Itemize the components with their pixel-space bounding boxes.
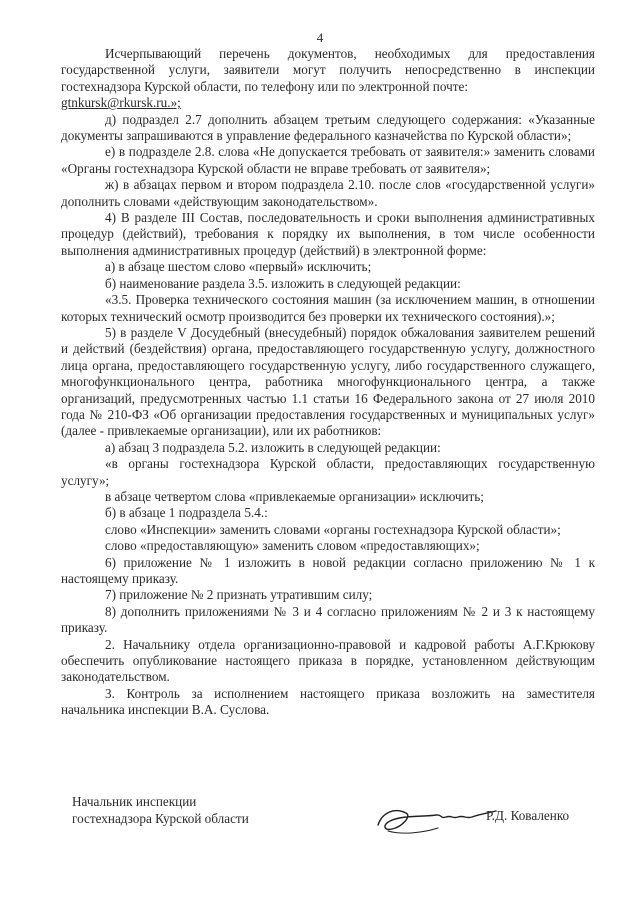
paragraph-4th-abzac: в абзаце четвертом слова «привлекаемые организации» исключить;: [105, 488, 484, 504]
paragraph-documents-list: Исчерпывающий перечень документов, необходимых для предоставления государственной услуги, заявители могут получить непосредственно в инспекции гостехнадзора Курской области, по телефону или по электронной почте:: [61, 46, 595, 94]
paragraph-appendix-3-4: 8) дополнить приложениями № 3 и 4 согласно приложениям № 2 и 3 к настоящему приказу.: [61, 603, 595, 636]
paragraph-item-b: б) наименование раздела 3.5. изложить в следующей редакции:: [105, 275, 461, 291]
paragraph-5-2-text: «в органы гостехнадзора Курской области, предоставляющих государственную услугу»;: [61, 456, 595, 488]
paragraph-item-zh: ж) в абзацах первом и втором подраздела 2.10. после слов «государственной услуги» дополнить словами «действующим законодательством».: [61, 177, 595, 209]
paragraph-replace-providing: слово «предоставляющую» заменить словом «предоставляющих»;: [105, 538, 480, 554]
signer-position-line-2: гостехнадзора Курской области: [72, 811, 249, 826]
paragraph-item-e: е) в подразделе 2.8. слова «Не допускается требовать от заявителя:» заменить словами «Органы гостехнадзора Курской области не вправе требовать от заявителя»;: [61, 144, 595, 176]
email-link[interactable]: gtnkursk@rkursk.ru.»;: [61, 95, 181, 111]
paragraph-order-3: 3. Контроль за исполнением настоящего приказа возложить на заместителя начальника инспекции В.А. Суслова.: [61, 685, 595, 718]
signer-name: Р.Д. Коваленко: [486, 808, 570, 823]
paragraph-order-2: 2. Начальнику отдела организационно-правовой и кадровой работы А.Г.Крюкову обеспечить опубликование настоящего приказа в порядке, установленном действующим законодательством.: [61, 636, 595, 685]
page-number: 4: [316, 30, 324, 45]
signer-position: [72, 793, 332, 827]
paragraph-appendix-2: 7) приложение № 2 признать утратившим силу;: [105, 587, 373, 603]
signature-block: [72, 793, 612, 853]
paragraph-item-d: д) подраздел 2.7 дополнить абзацем третьим следующего содержания: «Указанные документы запрашиваются в управление федерального казначейства по Курской области»;: [61, 111, 595, 144]
paragraph-5-4: б) в абзаце 1 подраздела 5.4.:: [105, 505, 268, 521]
paragraph-replace-inspection: слово «Инспекции» заменить словами «органы гостехнадзора Курской области»;: [105, 521, 561, 537]
document-body: [61, 46, 595, 719]
paragraph-section-3: 4) В разделе III Состав, последовательность и сроки выполнения административных процедур (действий), требования к порядку их выполнения, в том числе особенности выполнения административных процедур (действий) в электронной форме:: [61, 210, 595, 258]
paragraph-appendix-1: 6) приложение № 1 изложить в новой редакции согласно приложению № 1 к настоящему приказу.: [61, 554, 595, 586]
paragraph-5-2: а) абзац 3 подраздела 5.2. изложить в следующей редакции:: [105, 439, 441, 455]
paragraph-section-3-5: «3.5. Проверка технического состояния машин (за исключением машин, в отношении которых технический осмотр производится без проверки их технического состояния).»;: [61, 292, 595, 324]
handwritten-signature: [372, 795, 502, 843]
paragraph-item-a: а) в абзаце шестом слово «первый» исключить;: [105, 259, 372, 275]
paragraph-section-5: 5) в разделе V Досудебный (внесудебный) порядок обжалования заявителем решений и действий (бездействия) органа, предоставляющего государственную услугу, должностного лица органа, предоставляющего государственную услугу, либо государственного служащего, многофункционального центра, работника многофункционального центра, а также организаций, предусмотренных частью 1.1 статьи 16 Федерального закона от 27 июля 2010 года № 210-ФЗ «Об организации предоставления государственных и муниципальных услуг» (далее - привлекаемые организации), или их работников:: [61, 324, 595, 439]
signer-position-line-1: Начальник инспекции: [72, 794, 197, 809]
